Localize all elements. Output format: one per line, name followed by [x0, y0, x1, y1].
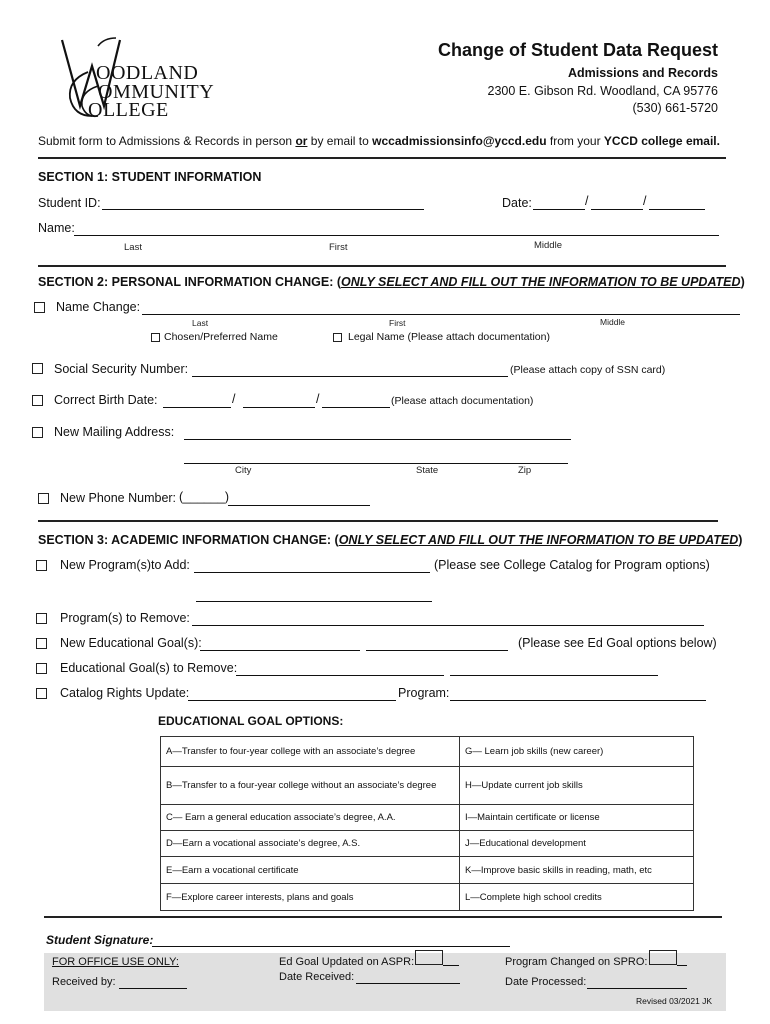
name-change-checkbox[interactable] — [34, 302, 45, 313]
department-name: Admissions and Records — [567, 66, 718, 80]
admissions-email[interactable]: wccadmissionsinfo@yccd.edu — [372, 134, 547, 148]
catalog-rights-checkbox[interactable] — [36, 688, 47, 699]
goal-remove-field-1[interactable] — [236, 675, 444, 676]
revision-note: Revised 03/2021 JK — [636, 996, 713, 1006]
date-year-field[interactable] — [649, 209, 705, 210]
program-add-field[interactable] — [194, 572, 430, 573]
goal-new-field-1[interactable] — [200, 650, 360, 651]
section1-heading: SECTION 1: STUDENT INFORMATION — [38, 170, 262, 184]
date-label: Date: — [502, 196, 532, 210]
catalog-rights-label: Catalog Rights Update: — [60, 686, 190, 700]
date-processed-field[interactable] — [587, 988, 687, 989]
goal-option-a: A—Transfer to four-year college with an associate’s degree — [161, 737, 460, 767]
intro-text-1: Submit form to Admissions & Records in person — [38, 134, 296, 148]
goal-option-d: D—Earn a vocational associate’s degree, A.S. — [161, 831, 460, 857]
goal-option-c: C— Earn a general education associate’s degree, A.A. — [161, 805, 460, 831]
legal-name-label: Legal Name (Please attach documentation) — [348, 331, 550, 343]
city-caption: City — [235, 465, 252, 476]
goal-option-i: I—Maintain certificate or license — [460, 805, 694, 831]
birth-slash: / — [232, 392, 236, 406]
goal-option-l: L—Complete high school credits — [460, 884, 694, 911]
goal-option-j: J—Educational development — [460, 831, 694, 857]
birth-day-field[interactable] — [243, 407, 315, 408]
mailing-street-field[interactable] — [184, 439, 571, 440]
ed-goal-updated-line — [443, 965, 459, 966]
date-received-label: Date Received: — [279, 971, 355, 983]
phone-checkbox[interactable] — [38, 493, 49, 504]
intro-or: or — [295, 134, 308, 148]
program-changed-line — [677, 965, 687, 966]
catalog-program-label: Program: — [398, 686, 450, 700]
goal-new-field-2[interactable] — [366, 650, 508, 651]
table-row — [161, 831, 694, 857]
birth-date-checkbox[interactable] — [32, 395, 43, 406]
table-row — [161, 857, 694, 884]
educational-goals-table — [160, 736, 694, 911]
divider — [44, 916, 722, 918]
name-label: Name: — [38, 221, 75, 235]
ssn-field[interactable] — [192, 376, 508, 377]
program-remove-field[interactable] — [192, 625, 704, 626]
mailing-address-label: New Mailing Address: — [54, 425, 175, 439]
program-changed-box[interactable] — [649, 950, 677, 965]
intro-text-2: by email to — [307, 134, 373, 148]
phone-label: New Phone Number: — [60, 491, 177, 505]
mailing-city-state-zip-field[interactable] — [184, 463, 568, 464]
section2-heading-close: ) — [740, 275, 745, 289]
program-add-note: (Please see College Catalog for Program options) — [434, 558, 710, 572]
name-middle-caption: Middle — [534, 240, 562, 251]
received-by-field[interactable] — [119, 988, 187, 989]
birth-date-label: Correct Birth Date: — [54, 393, 158, 407]
ssn-checkbox[interactable] — [32, 363, 43, 374]
chosen-name-label: Chosen/Preferred Name — [164, 331, 278, 343]
divider — [38, 157, 726, 159]
divider — [38, 520, 718, 522]
logo-line-college: OLLEGE — [88, 99, 169, 121]
student-id-field[interactable] — [102, 209, 424, 210]
name-change-last-caption: Last — [192, 318, 209, 328]
birth-month-field[interactable] — [163, 407, 231, 408]
ed-goal-updated-box[interactable] — [415, 950, 443, 965]
section3-heading-emphasis: ONLY SELECT AND FILL OUT THE INFORMATION TO BE UPDATED — [338, 533, 739, 547]
section3-heading-close: ) — [738, 533, 743, 547]
name-change-middle-caption: Middle — [600, 317, 626, 327]
mailing-address-checkbox[interactable] — [32, 427, 43, 438]
department-address: 2300 E. Gibson Rd. Woodland, CA 95776 — [487, 84, 718, 98]
table-row — [161, 767, 694, 805]
goal-option-k: K—Improve basic skills in reading, math, etc — [460, 857, 694, 884]
date-slash: / — [643, 194, 647, 208]
submission-instructions — [38, 134, 720, 148]
program-changed-label: Program Changed on SPRO: — [505, 956, 648, 968]
logo-line-woodland: OODLAND — [96, 62, 199, 84]
goal-remove-checkbox[interactable] — [36, 663, 47, 674]
goal-option-h: H—Update current job skills — [460, 767, 694, 805]
catalog-rights-field[interactable] — [188, 700, 396, 701]
college-logo — [58, 36, 228, 120]
name-change-field[interactable] — [142, 314, 740, 315]
program-add-field-2[interactable] — [196, 601, 432, 602]
legal-name-checkbox[interactable] — [333, 333, 342, 342]
zip-caption: Zip — [518, 465, 532, 476]
catalog-program-field[interactable] — [450, 700, 706, 701]
received-by-label: Received by: — [52, 976, 116, 988]
phone-area-code-field[interactable]: (______) — [179, 490, 230, 504]
ssn-note: (Please attach copy of SSN card) — [510, 364, 666, 376]
section2-heading-emphasis: ONLY SELECT AND FILL OUT THE INFORMATION TO BE UPDATED — [341, 275, 741, 289]
goal-option-b: B—Transfer to a four-year college without an associate’s degree — [161, 767, 460, 805]
birth-year-field[interactable] — [322, 407, 390, 408]
goal-option-e: E—Earn a vocational certificate — [161, 857, 460, 884]
chosen-name-checkbox[interactable] — [151, 333, 160, 342]
birth-slash: / — [316, 392, 320, 406]
logo-line-community: OMMUNITY — [98, 81, 215, 103]
goal-options-heading: EDUCATIONAL GOAL OPTIONS: — [158, 714, 344, 728]
table-row — [161, 737, 694, 767]
name-first-caption: First — [329, 242, 348, 253]
intro-text-3: from your — [546, 134, 604, 148]
goal-new-checkbox[interactable] — [36, 638, 47, 649]
date-received-field[interactable] — [356, 983, 460, 984]
goal-option-g: G— Learn job skills (new career) — [460, 737, 694, 767]
date-processed-label: Date Processed: — [505, 976, 587, 988]
goal-new-label: New Educational Goal(s): — [60, 636, 202, 650]
section3-heading-text: SECTION 3: ACADEMIC INFORMATION CHANGE: ( — [38, 533, 339, 547]
table-row — [161, 884, 694, 911]
intro-college-email: YCCD college email. — [603, 134, 720, 148]
signature-label: Student Signature: — [46, 933, 154, 947]
program-add-label: New Program(s)to Add: — [60, 558, 190, 572]
section2-heading — [38, 275, 745, 289]
section3-heading — [38, 533, 742, 547]
table-row — [161, 805, 694, 831]
ssn-label: Social Security Number: — [54, 362, 189, 376]
goal-option-f: F—Explore career interests, plans and goals — [161, 884, 460, 911]
form-title: Change of Student Data Request — [437, 40, 718, 60]
program-add-checkbox[interactable] — [36, 560, 47, 571]
name-last-caption: Last — [124, 242, 142, 253]
name-change-first-caption: First — [389, 318, 406, 328]
section2-heading-text: SECTION 2: PERSONAL INFORMATION CHANGE: ( — [38, 275, 342, 289]
signature-field[interactable] — [152, 946, 510, 947]
goal-new-note: (Please see Ed Goal options below) — [518, 636, 717, 650]
name-change-label: Name Change: — [56, 300, 141, 314]
student-id-label: Student ID: — [38, 196, 101, 210]
program-remove-checkbox[interactable] — [36, 613, 47, 624]
office-use-heading: FOR OFFICE USE ONLY: — [52, 956, 179, 968]
date-slash: / — [585, 194, 589, 208]
goal-remove-field-2[interactable] — [450, 675, 658, 676]
state-caption: State — [416, 465, 439, 476]
phone-number-field[interactable] — [228, 505, 370, 506]
goal-remove-label: Educational Goal(s) to Remove: — [60, 661, 238, 675]
date-month-field[interactable] — [533, 209, 585, 210]
name-field[interactable] — [74, 235, 719, 236]
date-day-field[interactable] — [591, 209, 643, 210]
program-remove-label: Program(s) to Remove: — [60, 611, 190, 625]
ed-goal-updated-label: Ed Goal Updated on ASPR: — [279, 956, 415, 968]
divider — [38, 265, 726, 267]
department-phone: (530) 661-5720 — [632, 101, 718, 115]
birth-date-note: (Please attach documentation) — [391, 395, 534, 407]
